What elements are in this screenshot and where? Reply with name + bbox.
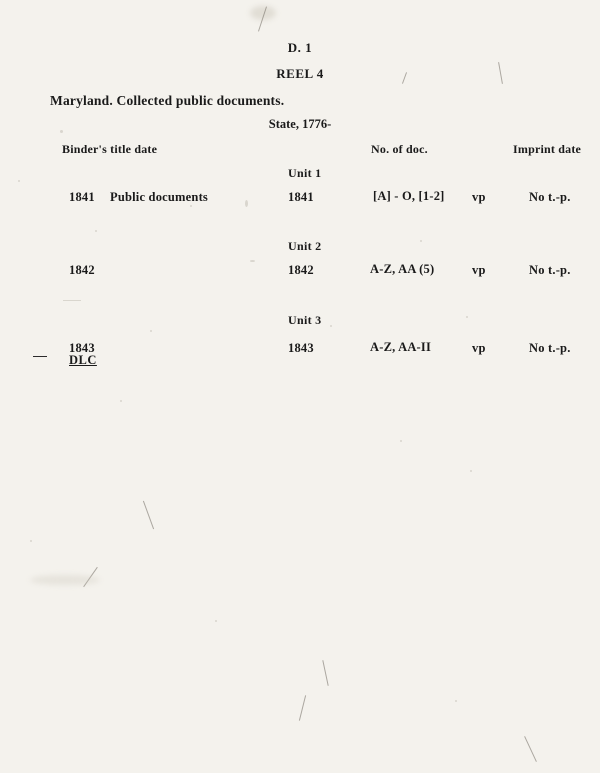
paper-speck xyxy=(466,316,468,318)
imprint-date-2: No t.-p. xyxy=(529,263,571,277)
unit-label-2: Unit 2 xyxy=(288,239,322,253)
binder-date-3: 1843 xyxy=(69,341,95,355)
stray-pen-mark xyxy=(524,736,537,762)
stray-pen-mark xyxy=(143,501,154,530)
state-line: State, 1776- xyxy=(268,117,332,131)
no-of-doc-1: [A] - O, [1-2] xyxy=(373,189,445,203)
vp-mark-1: vp xyxy=(472,190,486,204)
imprint-date-3: No t.-p. xyxy=(529,341,571,355)
unit-label-3: Unit 3 xyxy=(288,313,322,327)
paper-speck xyxy=(63,300,81,301)
column-header-binder-title-date: Binder's title date xyxy=(62,142,158,156)
paper-speck xyxy=(30,540,32,542)
doc-date-3: 1843 xyxy=(288,341,314,355)
paper-speck xyxy=(420,240,422,242)
binder-date-1: 1841 xyxy=(69,190,95,204)
paper-speck xyxy=(215,620,217,622)
unit-label-1: Unit 1 xyxy=(288,166,322,180)
no-of-doc-3: A-Z, AA-II xyxy=(370,340,432,354)
column-header-imprint-date: Imprint date xyxy=(513,142,582,156)
reel-number: REEL 4 xyxy=(276,66,324,81)
paper-speck xyxy=(330,325,332,327)
margin-dash-mark xyxy=(33,356,47,357)
paper-speck xyxy=(150,330,152,332)
binder-date-2: 1842 xyxy=(69,263,95,277)
paper-smudge xyxy=(30,575,100,585)
column-header-no-of-doc: No. of doc. xyxy=(371,142,428,156)
document-id: D. 1 xyxy=(287,40,313,55)
stray-pen-mark xyxy=(322,660,328,686)
paper-speck xyxy=(120,400,122,402)
imprint-date-1: No t.-p. xyxy=(529,190,571,204)
collection-title: Maryland. Collected public documents. xyxy=(50,93,285,108)
no-of-doc-2: A-Z, AA (5) xyxy=(370,262,435,276)
paper-speck xyxy=(400,440,402,442)
paper-speck xyxy=(95,230,97,232)
library-mark: DLC xyxy=(69,353,97,367)
doc-date-1: 1841 xyxy=(288,190,314,204)
stray-pen-mark xyxy=(299,695,306,720)
paper-speck xyxy=(250,260,255,262)
doc-date-2: 1842 xyxy=(288,263,314,277)
binder-title-1: Public documents xyxy=(110,190,208,204)
paper-speck xyxy=(18,180,20,182)
paper-speck xyxy=(470,470,472,472)
vp-mark-2: vp xyxy=(472,263,486,277)
paper-speck xyxy=(455,700,457,702)
vp-mark-3: vp xyxy=(472,341,486,355)
paper-speck xyxy=(190,205,192,207)
paper-speck xyxy=(245,200,248,207)
